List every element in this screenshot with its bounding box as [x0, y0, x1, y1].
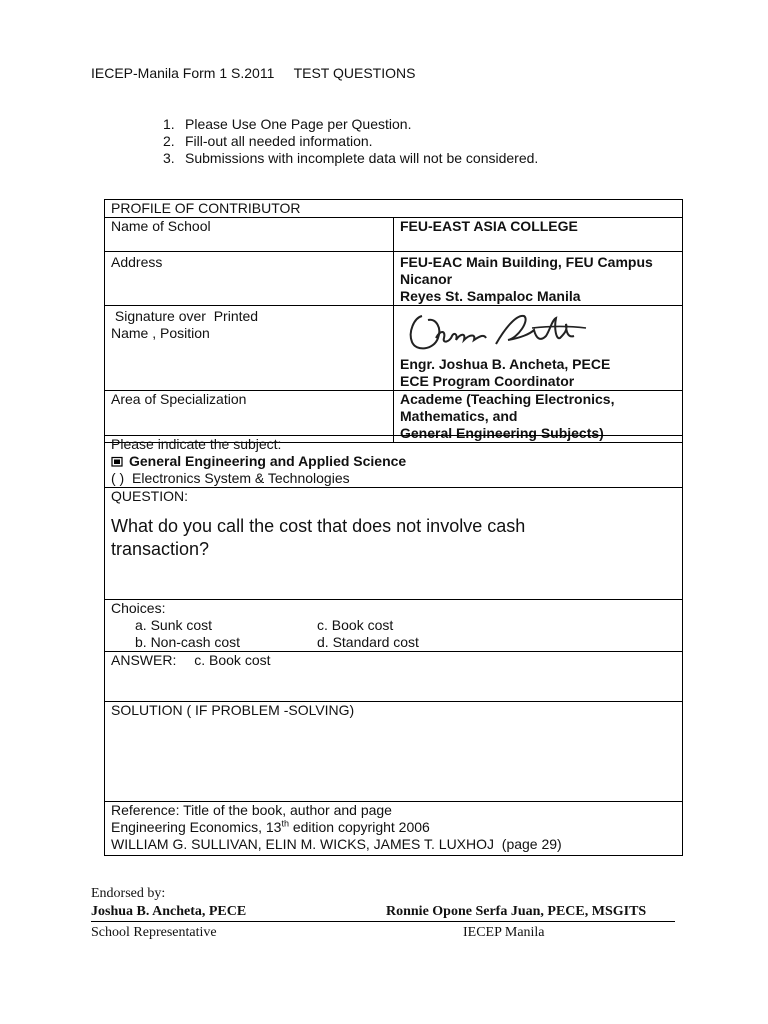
subject-option-general[interactable]: General Engineering and Applied Science	[111, 453, 676, 470]
question-table	[104, 435, 683, 856]
instruction-item: 3. Submissions with incomplete data will not be considered.	[163, 150, 539, 166]
answer-label: ANSWER:	[111, 652, 177, 668]
choice-b: b. Non-cash cost	[135, 634, 241, 650]
question-label: QUESTION:	[111, 488, 189, 504]
choice-c: c. Book cost	[317, 617, 394, 633]
address-value: FEU-EAC Main Building, FEU Campus Nicanor Reyes St. Sampaloc Manila	[394, 252, 683, 306]
form-title: IECEP-Manila Form 1 S.2011 TEST QUESTIONS	[91, 65, 416, 81]
subject-cell	[105, 436, 683, 488]
profile-heading: PROFILE OF CONTRIBUTOR	[105, 200, 683, 218]
question-text: What do you call the cost that does not involve cash transaction?	[111, 516, 526, 559]
choice-d: d. Standard cost	[317, 634, 419, 650]
answer-cell	[105, 652, 683, 702]
reference-label: Reference: Title of the book, author and page	[111, 802, 392, 818]
subject-option-electronics[interactable]: ( ) Electronics System & Technologies	[111, 470, 350, 486]
signature-image	[400, 308, 600, 356]
profile-table	[104, 199, 683, 443]
signer-position: ECE Program Coordinator	[400, 373, 575, 389]
school-label: Name of School	[105, 218, 394, 252]
specialization-label: Area of Specialization	[105, 391, 394, 443]
endorser-right-name: Ronnie Opone Serfa Juan, PECE, MSGITS	[386, 904, 647, 919]
solution-cell	[105, 702, 683, 802]
instruction-item: 2. Fill-out all needed information.	[163, 133, 373, 149]
checked-box-icon	[111, 456, 123, 467]
school-value: FEU-EAST ASIA COLLEGE	[394, 218, 683, 252]
signature-label: Signature over Printed Name , Position	[105, 306, 394, 391]
question-cell	[105, 488, 683, 600]
choices-label: Choices:	[111, 600, 166, 616]
endorser-right-role: IECEP Manila	[463, 925, 545, 940]
reference-book: Engineering Economics, 13th edition copyright 2006	[111, 818, 430, 835]
choice-a: a. Sunk cost	[135, 617, 213, 633]
answer-value: c. Book cost	[194, 652, 271, 668]
signature-line	[91, 921, 675, 922]
instruction-item: 1. Please Use One Page per Question.	[163, 116, 412, 132]
choices-cell	[105, 600, 683, 652]
address-label: Address	[105, 252, 394, 306]
instructions-list	[163, 116, 538, 167]
reference-cell	[105, 802, 683, 856]
signature-cell	[394, 306, 683, 391]
endorser-left-name: Joshua B. Ancheta, PECE	[91, 904, 247, 919]
specialization-value: Academe (Teaching Electronics, Mathematics, and General Engineering Subjects)	[394, 391, 683, 443]
solution-label: SOLUTION ( IF PROBLEM -SOLVING)	[111, 702, 355, 718]
subject-prompt: Please indicate the subject:	[111, 436, 282, 452]
signer-name: Engr. Joshua B. Ancheta, PECE	[400, 356, 611, 372]
endorser-left-role: School Representative	[91, 925, 217, 940]
reference-authors: WILLIAM G. SULLIVAN, ELIN M. WICKS, JAMES T. LUXHOJ (page 29)	[111, 836, 562, 852]
endorsed-by-label: Endorsed by:	[91, 886, 166, 901]
